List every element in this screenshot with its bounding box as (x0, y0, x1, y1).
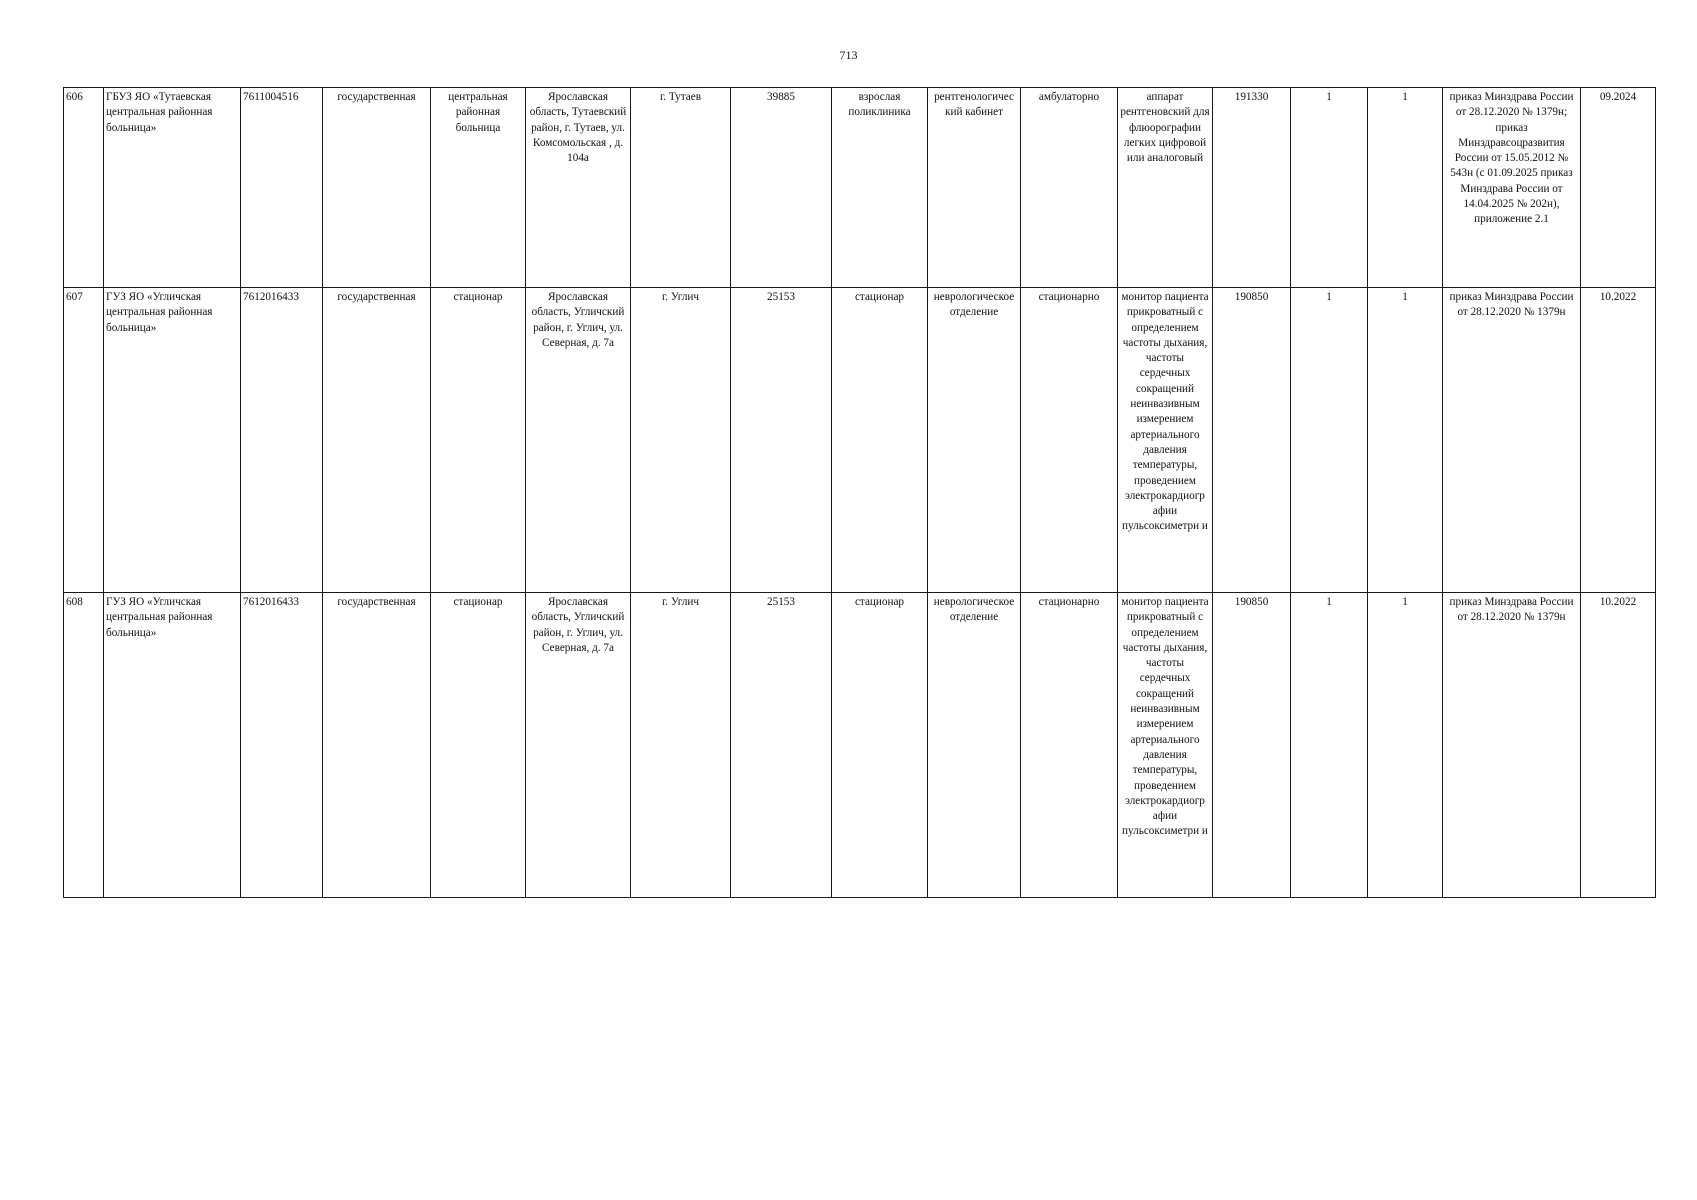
table-row (64, 288, 1656, 593)
qty-required-cell: 1 (1291, 593, 1368, 898)
date-cell: 10.2022 (1581, 288, 1656, 593)
qty-required-cell: 1 (1291, 288, 1368, 593)
basis-cell: приказ Минздрава России от 28.12.2020 № 1379н (1443, 593, 1581, 898)
organization-cell: ГУЗ ЯО «Угличская центральная районная больница» (104, 593, 241, 898)
population-cell: 25153 (731, 593, 832, 898)
address-cell: Ярославская область, Тутаевский район, г. Тутаев, ул. Комсомольская , д. 104а (526, 88, 631, 288)
department-cell: неврологическое отделение (928, 288, 1021, 593)
equipment-cell: монитор пациента прикроватный с определением частоты дыхания, частоты сердечных сокращений неинвазивным измерением артериального давления температуры, проведением электрокардиогр афии пульсоксиметри и (1118, 593, 1213, 898)
inn-cell: 7612016433 (241, 593, 323, 898)
table-row (64, 593, 1656, 898)
inn-cell: 7612016433 (241, 288, 323, 593)
city-cell: г. Тутаев (631, 88, 731, 288)
equipment-cell: аппарат рентгеновский для флюорографии легких цифровой или аналоговый (1118, 88, 1213, 288)
basis-cell: приказ Минздрава России от 28.12.2020 № 1379н (1443, 288, 1581, 593)
population-cell: 25153 (731, 288, 832, 593)
qty-missing-cell: 1 (1368, 88, 1443, 288)
qty-missing-cell: 1 (1368, 593, 1443, 898)
unit-type-cell: взрослая поликлиника (832, 88, 928, 288)
basis-cell: приказ Минздрава России от 28.12.2020 № 1379н; приказ Минздравсоцразвития России от 15.05.2012 № 543н (с 01.09.2025 приказ Минздрава России от 14.04.2025 № 202н), приложение 2.1 (1443, 88, 1581, 288)
ownership-cell: государственная (323, 288, 431, 593)
row-number-cell: 608 (64, 593, 104, 898)
department-cell: рентгенологичес кий кабинет (928, 88, 1021, 288)
page-number: 713 (839, 48, 858, 62)
address-cell: Ярославская область, Угличский район, г. Углич, ул. Северная, д. 7а (526, 288, 631, 593)
organization-type-cell: центральная районная больница (431, 88, 526, 288)
organization-type-cell: стационар (431, 288, 526, 593)
care-form-cell: стационарно (1021, 288, 1118, 593)
unit-type-cell: стационар (832, 288, 928, 593)
organization-type-cell: стационар (431, 593, 526, 898)
department-cell: неврологическое отделение (928, 593, 1021, 898)
city-cell: г. Углич (631, 288, 731, 593)
city-cell: г. Углич (631, 593, 731, 898)
qty-required-cell: 1 (1291, 88, 1368, 288)
row-number-cell: 606 (64, 88, 104, 288)
date-cell: 10.2022 (1581, 593, 1656, 898)
inn-cell: 7611004516 (241, 88, 323, 288)
qty-missing-cell: 1 (1368, 288, 1443, 593)
population-cell: 39885 (731, 88, 832, 288)
care-form-cell: амбулаторно (1021, 88, 1118, 288)
equipment-code-cell: 190850 (1213, 288, 1291, 593)
organization-cell: ГУЗ ЯО «Угличская центральная районная больница» (104, 288, 241, 593)
equipment-code-cell: 190850 (1213, 593, 1291, 898)
equipment-code-cell: 191330 (1213, 88, 1291, 288)
care-form-cell: стационарно (1021, 593, 1118, 898)
row-number-cell: 607 (64, 288, 104, 593)
equipment-cell: монитор пациента прикроватный с определением частоты дыхания, частоты сердечных сокращений неинвазивным измерением артериального давления температуры, проведением электрокардиогр афии пульсоксиметри и (1118, 288, 1213, 593)
organization-cell: ГБУЗ ЯО «Тутаевская центральная районная больница» (104, 88, 241, 288)
unit-type-cell: стационар (832, 593, 928, 898)
address-cell: Ярославская область, Угличский район, г. Углич, ул. Северная, д. 7а (526, 593, 631, 898)
table-row (64, 88, 1656, 288)
date-cell: 09.2024 (1581, 88, 1656, 288)
equipment-registry-table (63, 87, 1656, 898)
ownership-cell: государственная (323, 88, 431, 288)
ownership-cell: государственная (323, 593, 431, 898)
